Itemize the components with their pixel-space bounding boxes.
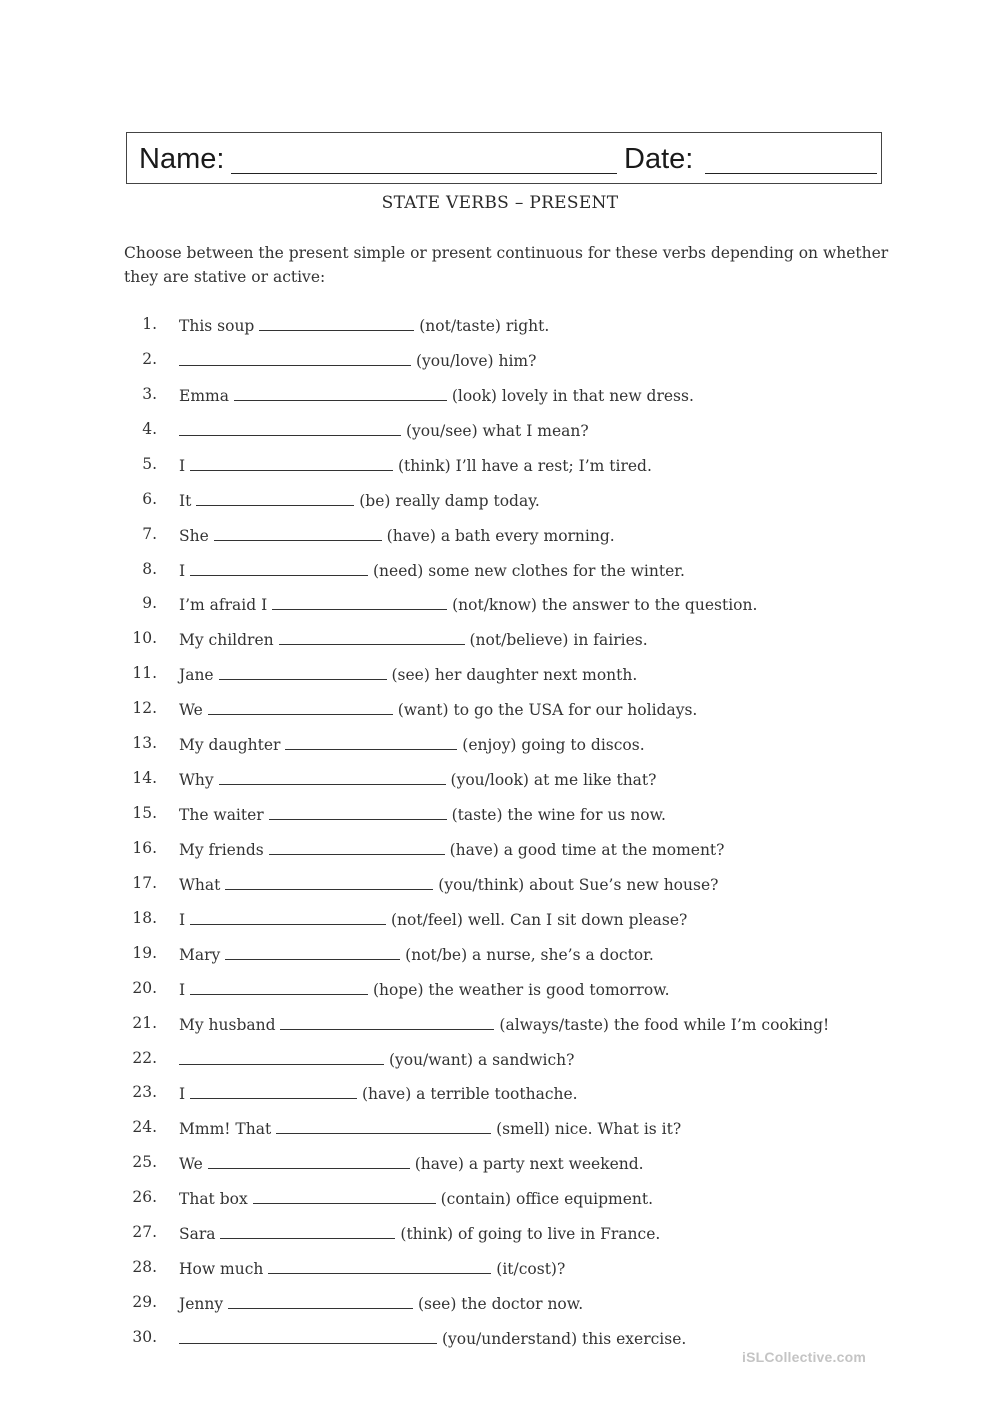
item-text-after: (have) a good time at the moment?: [449, 840, 725, 859]
item-text-before: I: [179, 1085, 186, 1104]
answer-blank[interactable]: [268, 1258, 491, 1274]
item-sentence: [179, 664, 637, 684]
item-sentence: [179, 420, 589, 440]
item-sentence: [179, 385, 694, 405]
item-number: 5.: [142, 454, 157, 473]
item-number: 7.: [142, 524, 157, 543]
item-number: 22.: [132, 1048, 157, 1067]
item-text-before: I: [179, 910, 186, 929]
exercise-item: [0, 1114, 1000, 1144]
worksheet-title: STATE VERBS – PRESENT: [381, 193, 619, 213]
item-number: 1.: [142, 315, 157, 333]
item-text-before: I: [179, 980, 186, 999]
answer-blank[interactable]: [272, 594, 447, 610]
item-sentence: [179, 490, 540, 510]
exercise-item: [0, 381, 1000, 411]
item-sentence: [179, 315, 549, 335]
item-sentence: [179, 560, 685, 580]
exercise-item: [0, 940, 1000, 970]
date-field[interactable]: [705, 173, 877, 174]
exercise-item: [0, 625, 1000, 655]
exercise-item: [0, 1149, 1000, 1179]
item-sentence: [179, 1188, 653, 1208]
item-sentence: [179, 1014, 829, 1034]
item-text-before: It: [179, 491, 192, 510]
item-number: 13.: [132, 734, 157, 753]
answer-blank[interactable]: [228, 1293, 413, 1309]
item-sentence: [179, 1258, 565, 1278]
exercise-item: [0, 590, 1000, 620]
item-text-after: (it/cost)?: [496, 1260, 566, 1279]
item-number: 21.: [132, 1013, 157, 1032]
item-number: 18.: [132, 908, 157, 927]
exercise-item: [0, 975, 1000, 1005]
item-text-after: (think) of going to live in France.: [400, 1225, 661, 1244]
exercise-item: [0, 311, 1000, 341]
answer-blank[interactable]: [220, 1223, 395, 1239]
exercise-item: [0, 451, 1000, 481]
item-number: 8.: [142, 559, 157, 578]
item-text-before: My children: [179, 631, 274, 650]
item-text-after: (you/understand) this exercise.: [441, 1329, 687, 1348]
item-sentence: [179, 1049, 574, 1069]
answer-blank[interactable]: [234, 385, 447, 401]
item-text-after: (not/believe) in fairies.: [469, 631, 648, 650]
answer-blank[interactable]: [259, 315, 414, 331]
item-text-after: (not/feel) well. Can I sit down please?: [391, 910, 688, 929]
answer-blank[interactable]: [253, 1188, 436, 1204]
item-text-after: (not/taste) right.: [419, 317, 550, 335]
exercise-item: [0, 660, 1000, 690]
item-text-before: Jenny: [179, 1295, 224, 1314]
item-text-after: (need) some new clothes for the winter.: [373, 561, 685, 580]
item-text-before: Mary: [179, 945, 221, 964]
answer-blank[interactable]: [190, 909, 386, 925]
item-text-before: How much: [179, 1260, 264, 1279]
item-text-before: I: [179, 561, 186, 580]
item-sentence: [179, 699, 697, 719]
answer-blank[interactable]: [190, 979, 368, 995]
item-sentence: [179, 1118, 681, 1138]
exercise-item: [0, 1219, 1000, 1249]
exercise-item: [0, 835, 1000, 865]
answer-blank[interactable]: [280, 1014, 494, 1030]
item-text-before: Jane: [179, 666, 214, 685]
item-text-before: My daughter: [179, 736, 281, 755]
exercise-item: [0, 1184, 1000, 1214]
item-text-after: (hope) the weather is good tomorrow.: [373, 980, 670, 999]
answer-blank[interactable]: [269, 839, 445, 855]
item-text-after: (see) the doctor now.: [417, 1295, 584, 1314]
item-sentence: [179, 525, 615, 545]
item-sentence: [179, 629, 648, 649]
name-field[interactable]: [231, 173, 617, 174]
item-text-before: I’m afraid I: [179, 596, 268, 615]
exercise-item: [0, 1254, 1000, 1284]
item-text-after: (want) to go the USA for our holidays.: [397, 701, 698, 720]
answer-blank[interactable]: [269, 804, 447, 820]
exercise-item: [0, 695, 1000, 725]
item-number: 24.: [132, 1118, 157, 1137]
item-number: 26.: [132, 1188, 157, 1207]
item-number: 16.: [132, 838, 157, 857]
item-text-before: That box: [179, 1190, 248, 1209]
item-text-before: Emma: [179, 386, 229, 405]
item-number: 2.: [142, 349, 157, 368]
answer-blank[interactable]: [179, 1049, 384, 1065]
item-text-after: (be) really damp today.: [359, 491, 540, 510]
answer-blank[interactable]: [190, 560, 368, 576]
answer-blank[interactable]: [179, 420, 401, 436]
exercise-item: [0, 346, 1000, 376]
item-sentence: [179, 1223, 660, 1243]
answer-blank[interactable]: [219, 769, 446, 785]
answer-blank[interactable]: [225, 944, 400, 960]
answer-blank[interactable]: [190, 1083, 357, 1099]
name-date-box: [126, 132, 882, 184]
item-sentence: [179, 455, 652, 475]
item-number: 19.: [132, 943, 157, 962]
item-text-after: (taste) the wine for us now.: [451, 806, 666, 825]
item-sentence: [179, 594, 757, 614]
item-number: 12.: [132, 699, 157, 718]
item-sentence: [179, 909, 687, 929]
item-number: 6.: [142, 489, 157, 508]
exercise-item: [0, 521, 1000, 551]
item-text-before: Sara: [179, 1225, 216, 1244]
item-text-before: Why: [179, 771, 214, 790]
name-label: Name:: [139, 143, 225, 175]
item-number: 27.: [132, 1223, 157, 1242]
item-text-before: My husband: [179, 1015, 276, 1034]
answer-blank[interactable]: [208, 1153, 410, 1169]
item-text-after: (you/love) him?: [415, 351, 537, 370]
answer-blank[interactable]: [179, 350, 411, 366]
item-text-after: (you/see) what I mean?: [405, 421, 589, 440]
item-sentence: [179, 1328, 686, 1348]
date-label: Date:: [624, 143, 694, 175]
exercise-item: [0, 905, 1000, 935]
item-number: 10.: [132, 629, 157, 648]
exercise-item: [0, 1045, 1000, 1075]
answer-blank[interactable]: [279, 629, 465, 645]
answer-blank[interactable]: [214, 525, 382, 541]
item-sentence: [179, 944, 654, 964]
item-number: 14.: [132, 769, 157, 788]
answer-blank[interactable]: [190, 455, 393, 471]
answer-blank[interactable]: [225, 874, 433, 890]
answer-blank[interactable]: [196, 490, 354, 506]
instructions: Choose between the present simple or present continuous for these verbs depending on whether they are stative or active:: [124, 244, 889, 286]
item-text-before: I: [179, 456, 186, 475]
item-text-after: (have) a party next weekend.: [414, 1155, 644, 1174]
exercise-item: [0, 416, 1000, 446]
exercise-item: [0, 730, 1000, 760]
item-text-after: (contain) office equipment.: [440, 1190, 654, 1209]
item-number: 3.: [142, 384, 157, 403]
item-number: 29.: [132, 1293, 157, 1312]
item-text-before: Mmm! That: [179, 1120, 272, 1139]
item-text-before: She: [179, 526, 209, 545]
exercise-item: [0, 486, 1000, 516]
item-sentence: [179, 1083, 578, 1103]
item-text-before: We: [179, 701, 203, 720]
item-sentence: [179, 804, 666, 824]
answer-blank[interactable]: [208, 699, 393, 715]
item-text-after: (have) a bath every morning.: [386, 526, 615, 545]
item-number: 20.: [132, 978, 157, 997]
exercise-item: [0, 870, 1000, 900]
item-text-before: The waiter: [179, 806, 264, 825]
exercise-item: [0, 556, 1000, 586]
item-number: 28.: [132, 1258, 157, 1277]
item-text-after: (not/know) the answer to the question.: [452, 596, 758, 615]
answer-blank[interactable]: [276, 1118, 491, 1134]
item-number: 9.: [142, 594, 157, 613]
item-text-after: (you/look) at me like that?: [450, 771, 657, 790]
item-sentence: [179, 839, 724, 859]
item-text-after: (have) a terrible toothache.: [362, 1085, 578, 1104]
item-number: 17.: [132, 873, 157, 892]
item-number: 23.: [132, 1083, 157, 1102]
item-sentence: [179, 350, 536, 370]
exercise-item: [0, 800, 1000, 830]
watermark: iSLCollective.com: [742, 1349, 866, 1365]
item-number: 25.: [132, 1153, 157, 1172]
exercise-item: [0, 1289, 1000, 1319]
item-text-after: (you/think) about Sue’s new house?: [438, 875, 719, 894]
item-sentence: [179, 874, 718, 894]
exercise-item: [0, 1079, 1000, 1109]
answer-blank[interactable]: [179, 1328, 437, 1344]
exercise-item: [0, 1010, 1000, 1040]
item-text-after: (not/be) a nurse, she’s a doctor.: [405, 945, 654, 964]
item-number: 15.: [132, 804, 157, 823]
item-text-before: My friends: [179, 840, 264, 859]
item-text-after: (enjoy) going to discos.: [462, 736, 645, 755]
item-text-after: (smell) nice. What is it?: [496, 1120, 682, 1139]
item-text-before: We: [179, 1155, 203, 1174]
item-number: 4.: [142, 419, 157, 438]
item-text-before: This soup: [179, 317, 255, 335]
item-text-after: (see) her daughter next month.: [391, 666, 638, 685]
item-sentence: [179, 1293, 583, 1313]
item-text-after: (always/taste) the food while I’m cooking!: [499, 1015, 830, 1034]
item-text-after: (look) lovely in that new dress.: [451, 386, 694, 405]
item-text-before: What: [179, 875, 221, 894]
item-sentence: [179, 769, 656, 789]
item-sentence: [179, 1153, 644, 1173]
answer-blank[interactable]: [285, 734, 457, 750]
item-text-after: (think) I’ll have a rest; I’m tired.: [398, 456, 652, 475]
item-text-after: (you/want) a sandwich?: [388, 1050, 575, 1069]
item-sentence: [179, 979, 670, 999]
answer-blank[interactable]: [219, 664, 387, 680]
item-sentence: [179, 734, 645, 754]
exercise-item: [0, 765, 1000, 795]
item-number: 11.: [132, 664, 157, 683]
item-number: 30.: [132, 1327, 157, 1346]
